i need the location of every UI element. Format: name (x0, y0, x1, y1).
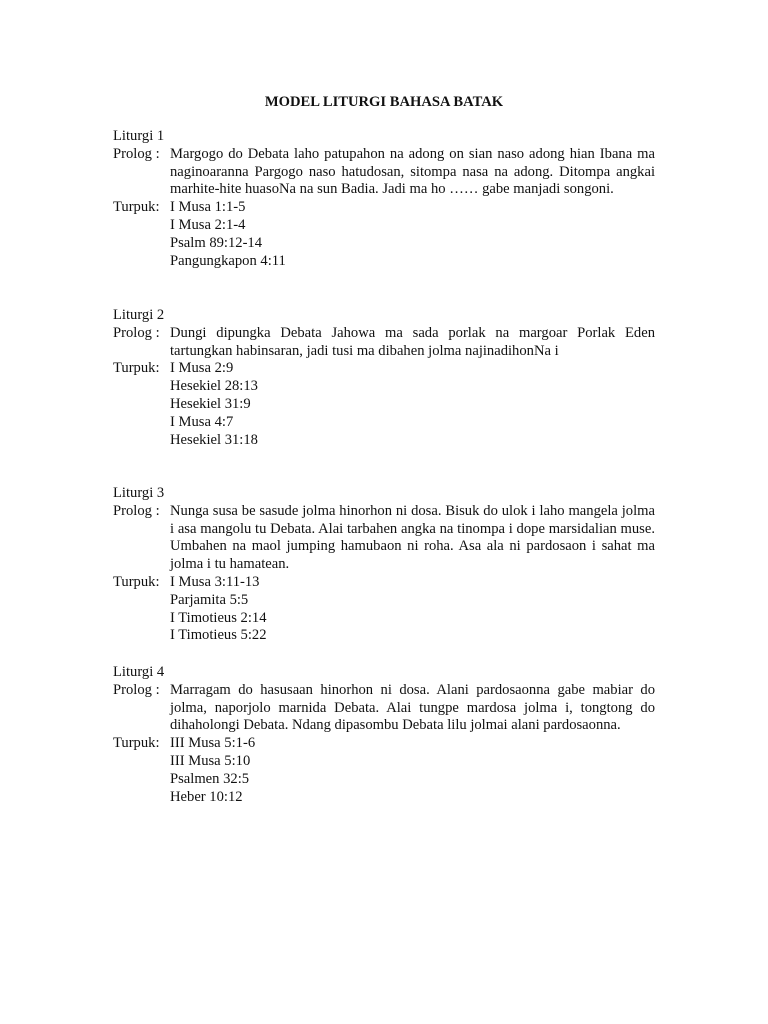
liturgi-section-4 (113, 664, 655, 806)
reference-list (170, 735, 655, 806)
turpuk-label: Turpuk: (113, 573, 160, 590)
reference-list (170, 199, 655, 270)
prolog-text: Marragam do hasusaan hinorhon ni dosa. Alani pardosaonna gabe mabiar do jolma, naporjolo marnida Debata. Alai tungpe mardosa jolma i, tongtong do dihaholongi Debata. Ndang dipasombu Debata lilu jolmai alani pardosaonna. (170, 681, 655, 734)
scripture-reference: Pangungkapon 4:11 (170, 252, 286, 269)
prolog-row (113, 146, 655, 199)
section-heading: Liturgi 4 (113, 664, 165, 680)
section-heading: Liturgi 1 (113, 128, 165, 144)
turpuk-row (113, 199, 655, 270)
prolog-label: Prolog : (113, 681, 160, 698)
prolog-text: Dungi dipungka Debata Jahowa ma sada porlak na margoar Porlak Eden tartungkan habinsaran, jadi tusi ma dibahen jolma najinadihonNa i (170, 324, 655, 359)
liturgi-section-3 (113, 485, 655, 645)
scripture-reference: I Musa 3:11-13 (170, 573, 260, 590)
scripture-reference: I Timotieus 5:22 (170, 627, 267, 644)
section-heading: Liturgi 3 (113, 485, 165, 501)
turpuk-row (113, 735, 655, 806)
scripture-reference: I Musa 2:9 (170, 360, 234, 377)
scripture-reference: III Musa 5:10 (170, 752, 251, 769)
scripture-reference: I Musa 1:1-5 (170, 199, 246, 216)
prolog-label: Prolog : (113, 324, 160, 341)
reference-list (170, 360, 655, 449)
prolog-label: Prolog : (113, 145, 160, 162)
prolog-label: Prolog : (113, 502, 160, 519)
scripture-reference: Heber 10:12 (170, 788, 243, 805)
prolog-text: Nunga susa be sasude jolma hinorhon ni dosa. Bisuk do ulok i laho mangela jolma i asa mangolu tu Debata. Alai tarbahen angka na tinompa i dope marsidalian muse. Umbahen na maol jumping hamubaon ni roha. Asa ala ni pardosaon i sahat ma jolma i tu hamatean. (170, 502, 655, 573)
section-heading: Liturgi 2 (113, 307, 165, 323)
scripture-reference: Parjamita 5:5 (170, 591, 249, 608)
scripture-reference: Psalm 89:12-14 (170, 234, 263, 251)
turpuk-row (113, 574, 655, 645)
turpuk-row (113, 360, 655, 449)
turpuk-label: Turpuk: (113, 735, 160, 752)
scripture-reference: Hesekiel 28:13 (170, 378, 258, 395)
scripture-reference: III Musa 5:1-6 (170, 735, 256, 752)
turpuk-label: Turpuk: (113, 199, 160, 216)
liturgi-section-1 (113, 128, 655, 270)
liturgi-section-2 (113, 307, 655, 449)
scripture-reference: Hesekiel 31:18 (170, 431, 258, 448)
document-title: MODEL LITURGI BAHASA BATAK (264, 94, 504, 110)
reference-list (170, 574, 655, 645)
scripture-reference: Hesekiel 31:9 (170, 395, 251, 412)
prolog-row (113, 682, 655, 735)
scripture-reference: I Timotieus 2:14 (170, 609, 267, 626)
prolog-row (113, 325, 655, 361)
scripture-reference: I Musa 2:1-4 (170, 216, 246, 233)
scripture-reference: Psalmen 32:5 (170, 770, 250, 787)
prolog-row (113, 503, 655, 574)
prolog-text: Margogo do Debata laho patupahon na adong on sian naso adong hian Ibana ma naginoaranna Pargogo naso hatudosan, sitompa nasa na adong. Ditompa angkai marhite-hite huasoNa na sun Badia. Jadi ma ho …… gabe manjadi songoni. (170, 145, 655, 198)
turpuk-label: Turpuk: (113, 360, 160, 377)
scripture-reference: I Musa 4:7 (170, 413, 234, 430)
